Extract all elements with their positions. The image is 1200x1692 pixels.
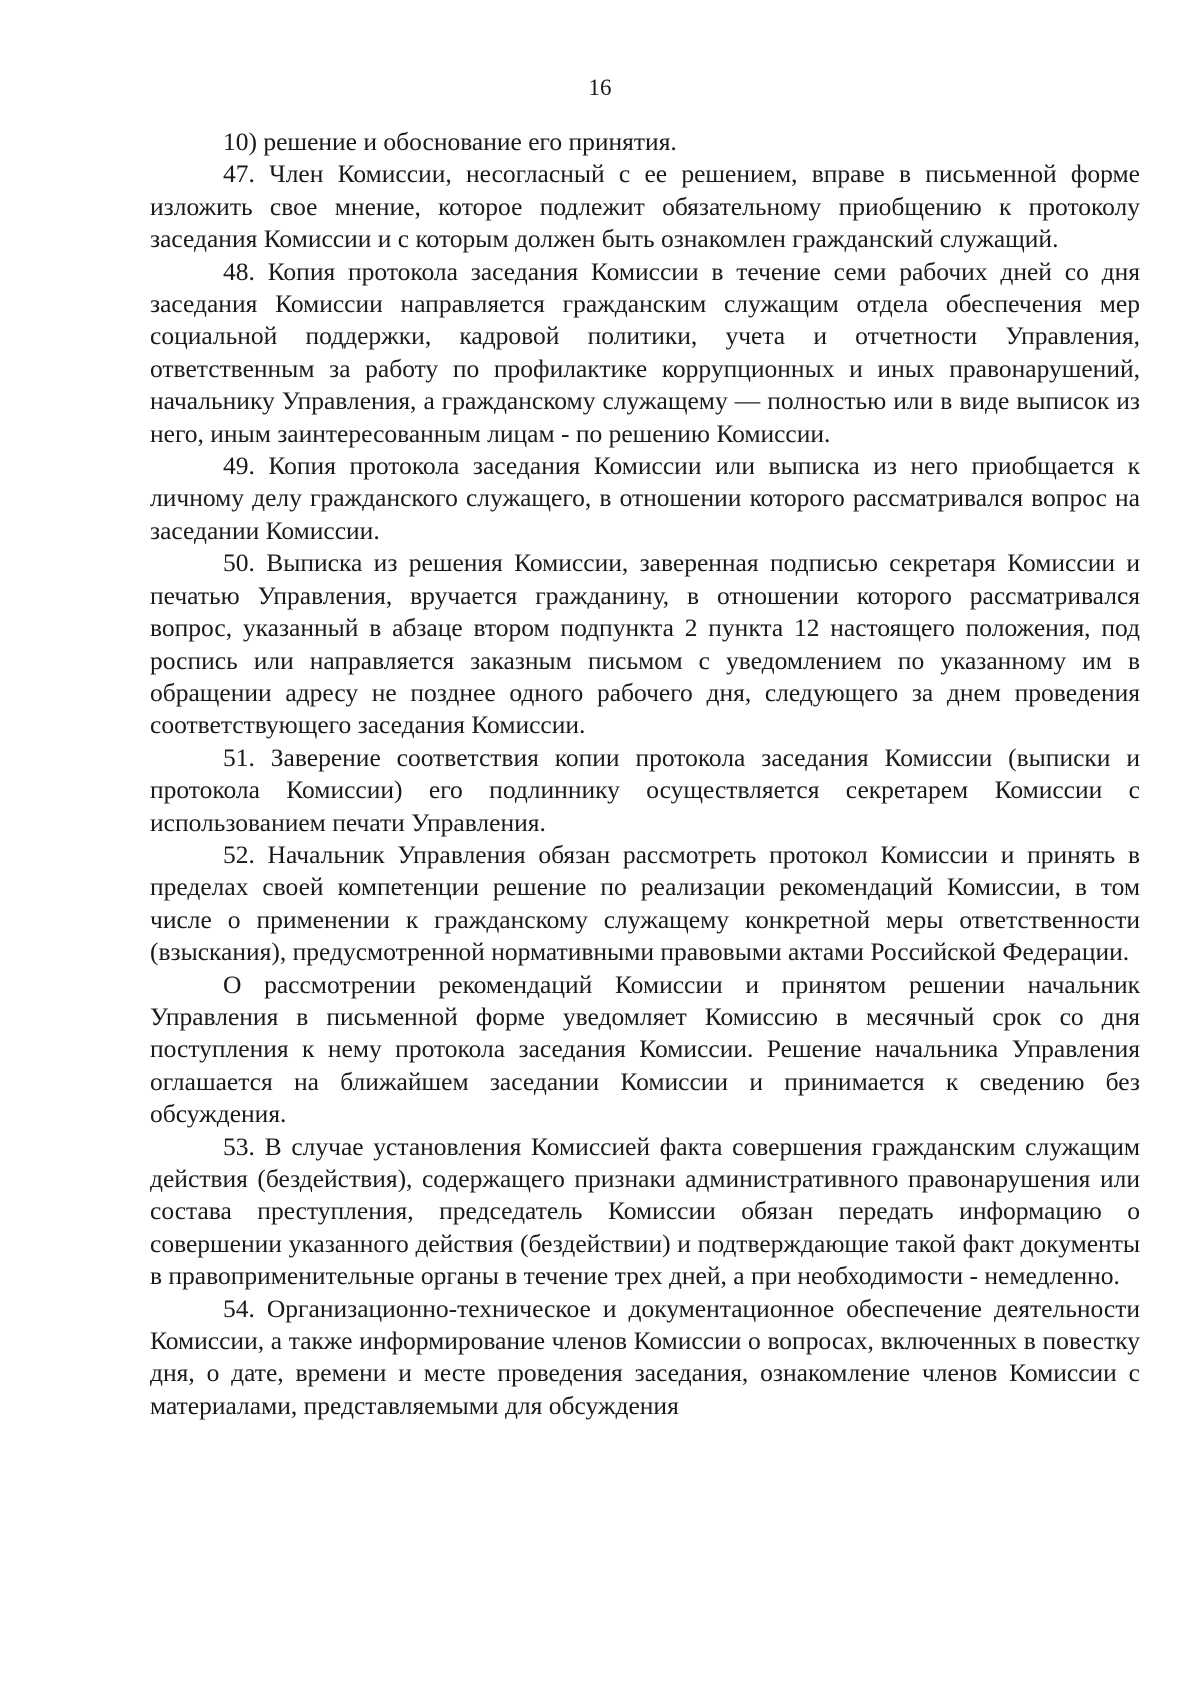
paragraph-48: 48. Копия протокола заседания Комиссии в течение семи рабочих дней со дня заседания Комиссии направляется гражданским служащим отдела обеспечения мер социальной поддержки, кадровой политики, учета и отчетности Управления, ответственным за работу по профилактике коррупционных и иных правонарушений, начальнику Управления, а гражданскому служащему — полностью или в виде выписок из него, иным заинтересованным лицам - по решению Комиссии. <box>150 256 1140 448</box>
paragraph-51: 51. Заверение соответствия копии протокола заседания Комиссии (выписки и протокола Комиссии) его подлиннику осуществляется секретарем Комиссии с использованием печати Управления. <box>150 742 1140 837</box>
page-number: 16 <box>588 75 612 100</box>
paragraph-53: 53. В случае установления Комиссией факта совершения гражданским служащим действия (бездействия), содержащего признаки административного правонарушения или состава преступления, председатель Комиссии обязан передать информацию о совершении указанного действия (бездействии) и подтверждающие такой факт документы в правоприменительные органы в течение трех дней, а при необходимости - немедленно. <box>150 1131 1140 1291</box>
paragraph-47: 47. Член Комиссии, несогласный с ее решением, вправе в письменной форме изложить свое мнение, которое подлежит обязательному приобщению к протоколу заседания Комиссии и с которым должен быть ознакомлен гражданский служащий. <box>150 159 1140 254</box>
document-body <box>150 126 1140 1422</box>
paragraph-52-continuation: О рассмотрении рекомендаций Комиссии и принятом решении начальник Управления в письменной форме уведомляет Комиссию в месячный срок со дня поступления к нему протокола заседания Комиссии. Решение начальника Управления оглашается на ближайшем заседании Комиссии и принимается к сведению без обсуждения. <box>150 969 1140 1129</box>
paragraph-54: 54. Организационно-техническое и документационное обеспечение деятельности Комиссии, а также информирование членов Комиссии о вопросах, включенных в повестку дня, о дате, времени и месте проведения заседания, ознакомление членов Комиссии с материалами, представляемыми для обсуждения <box>150 1293 1140 1420</box>
paragraph-52: 52. Начальник Управления обязан рассмотреть протокол Комиссии и принять в пределах своей компетенции решение по реализации рекомендаций Комиссии, в том числе о применении к гражданскому служащему конкретной меры ответственности (взыскания), предусмотренной нормативными правовыми актами Российской Федерации. <box>150 839 1140 967</box>
paragraph-50: 50. Выписка из решения Комиссии, заверенная подписью секретаря Комиссии и печатью Управления, вручается гражданину, в отношении которого рассматривался вопрос, указанный в абзаце втором подпункта 2 пункта 12 настоящего положения, под роспись или направляется заказным письмом с уведомлением по указанному им в обращении адресу не позднее одного рабочего дня, следующего за днем проведения соответствующего заседания Комиссии. <box>150 548 1140 740</box>
paragraph-49: 49. Копия протокола заседания Комиссии или выписка из него приобщается к личному делу гражданского служащего, в отношении которого рассматривался вопрос на заседании Комиссии. <box>150 451 1140 545</box>
paragraph-item-10-conclusion: 10) решение и обоснование его принятия. <box>223 127 677 156</box>
